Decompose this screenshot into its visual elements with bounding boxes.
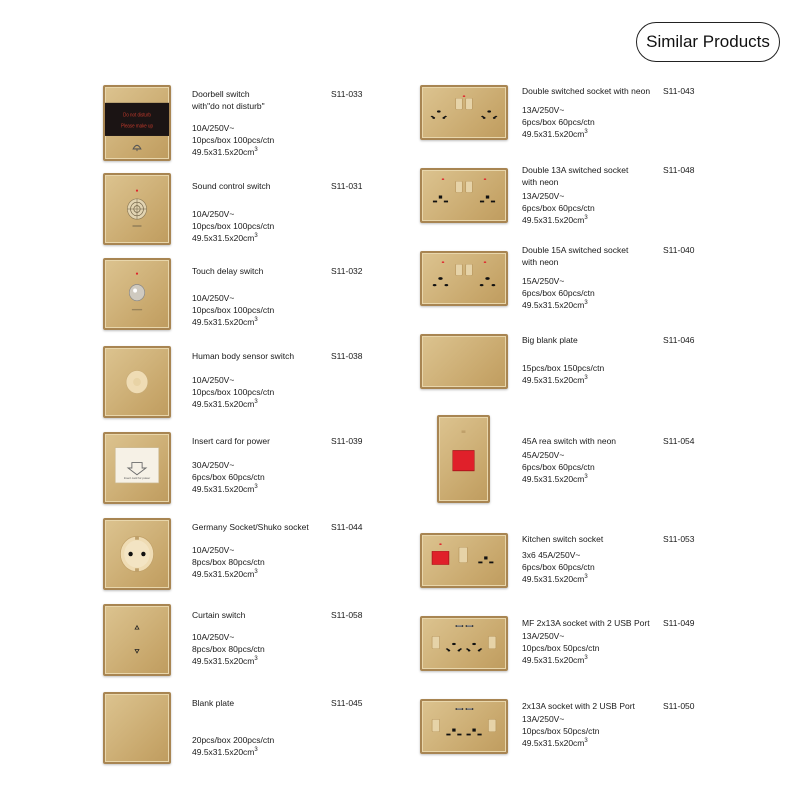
- spec-line: 13A/250V~: [522, 631, 565, 641]
- kitchen-switch-socket-icon: [420, 533, 508, 588]
- product-name: [522, 617, 650, 629]
- spec-line: 45A/250V~: [522, 450, 565, 460]
- product-name-line: with"do not disturb": [192, 101, 265, 111]
- spec-line: $49.5x31.5x20cm^3$: [522, 574, 588, 584]
- spec-line: 13A/250V~: [522, 105, 565, 115]
- product-name: [192, 265, 263, 277]
- cubic-superscript: 3: [254, 569, 258, 576]
- product-name: [192, 697, 234, 709]
- product-name-line: Kitchen switch socket: [522, 534, 604, 544]
- product-code: S11-039: [331, 436, 363, 446]
- spec-line: 10A/250V~: [192, 545, 235, 555]
- product-name-line: Touch delay switch: [192, 266, 264, 276]
- cubic-superscript: 3: [254, 317, 258, 324]
- product-specs: [522, 275, 595, 311]
- blank-plate-icon: [103, 692, 171, 764]
- product-code: S11-049: [663, 618, 695, 628]
- spec-line: 10A/250V~: [192, 209, 235, 219]
- double-15a-socket-icon: [420, 251, 508, 306]
- spec-line: 13A/250V~: [522, 191, 565, 201]
- product-name-line: Curtain switch: [192, 610, 246, 620]
- product-code: S11-044: [331, 522, 363, 532]
- spec-line: 30A/250V~: [192, 460, 235, 470]
- spec-line: 6pcs/box 60pcs/ctn: [522, 562, 595, 572]
- spec-line: 6pcs/box 60pcs/ctn: [522, 288, 595, 298]
- double-universal-socket-icon: [420, 85, 508, 140]
- 45a-switch-icon: [437, 415, 490, 503]
- product-code: S11-033: [331, 89, 363, 99]
- product-code: S11-043: [663, 86, 695, 96]
- product-specs: [192, 292, 274, 328]
- product-name-line: MF 2x13A socket with 2 USB Port: [522, 618, 650, 628]
- cubic-superscript: 3: [584, 738, 588, 745]
- spec-line: 15pcs/box 150pcs/ctn: [522, 363, 605, 373]
- product-name: [522, 244, 628, 268]
- product-name: [192, 350, 294, 362]
- spec-line: 8pcs/box 80pcs/ctn: [192, 644, 265, 654]
- spec-line: 10pcs/box 100pcs/ctn: [192, 221, 275, 231]
- spec-line: 10A/250V~: [192, 293, 235, 303]
- product-specs: [192, 544, 265, 580]
- product-name: [192, 521, 309, 533]
- product-name: [192, 435, 270, 447]
- spec-line: $49.5x31.5x20cm^3$: [522, 129, 588, 139]
- spec-line: 10pcs/box 100pcs/ctn: [192, 135, 275, 145]
- spec-line: 6pcs/box 60pcs/ctn: [522, 203, 595, 213]
- product-code: S11-048: [663, 165, 695, 175]
- product-code: S11-031: [331, 181, 363, 191]
- product-specs: [522, 190, 595, 226]
- spec-line: $49.5x31.5x20cm^3$: [192, 147, 258, 157]
- product-name: [192, 180, 270, 192]
- product-specs: [192, 122, 274, 158]
- product-specs: [522, 549, 595, 585]
- product-name-line: Double 13A switched socket: [522, 165, 629, 175]
- product-specs: [192, 208, 274, 244]
- product-name: [522, 435, 616, 447]
- touch-delay-switch-icon: [103, 258, 171, 330]
- sound-control-switch-icon: [103, 173, 171, 245]
- spec-line: $49.5x31.5x20cm^3$: [192, 656, 258, 666]
- spec-line: $49.5x31.5x20cm^3$: [192, 484, 258, 494]
- spec-line: 10pcs/box 100pcs/ctn: [192, 387, 275, 397]
- cubic-superscript: 3: [584, 215, 588, 222]
- product-code: S11-032: [331, 266, 363, 276]
- cubic-superscript: 3: [584, 375, 588, 382]
- cubic-superscript: 3: [254, 399, 258, 406]
- spec-line: 15A/250V~: [522, 276, 565, 286]
- product-code: S11-053: [663, 534, 695, 544]
- product-specs: [192, 734, 274, 758]
- product-code: S11-045: [331, 698, 363, 708]
- spec-line: $49.5x31.5x20cm^3$: [522, 215, 588, 225]
- product-name: [522, 334, 578, 346]
- double-13a-socket-icon: [420, 168, 508, 223]
- spec-line: $49.5x31.5x20cm^3$: [522, 375, 588, 385]
- spec-line: $49.5x31.5x20cm^3$: [522, 474, 588, 484]
- spec-line: 10A/250V~: [192, 375, 235, 385]
- spec-line: 6pcs/box 60pcs/ctn: [522, 462, 595, 472]
- product-specs: [522, 713, 600, 749]
- product-name-line: with neon: [522, 177, 559, 187]
- product-name-line: Sound control switch: [192, 181, 271, 191]
- spec-line: 3x6 45A/250V~: [522, 550, 581, 560]
- doorbell-switch-icon: [103, 85, 171, 161]
- product-specs: [522, 104, 595, 140]
- spec-line: 10A/250V~: [192, 123, 235, 133]
- spec-line: $49.5x31.5x20cm^3$: [522, 738, 588, 748]
- cubic-superscript: 3: [584, 474, 588, 481]
- product-name-line: Insert card for power: [192, 436, 270, 446]
- product-code: S11-038: [331, 351, 363, 361]
- cubic-superscript: 3: [584, 574, 588, 581]
- product-specs: [192, 631, 265, 667]
- cubic-superscript: 3: [254, 147, 258, 154]
- spec-line: $49.5x31.5x20cm^3$: [522, 655, 588, 665]
- product-code: S11-058: [331, 610, 363, 620]
- mf-usb-socket-icon: [420, 616, 508, 671]
- spec-line: $49.5x31.5x20cm^3$: [192, 747, 258, 757]
- svg-text:Please make up: Please make up: [120, 124, 154, 130]
- spec-line: 10A/250V~: [192, 632, 235, 642]
- product-name: [522, 85, 650, 97]
- product-name: [522, 533, 603, 545]
- spec-line: $49.5x31.5x20cm^3$: [522, 300, 588, 310]
- cubic-superscript: 3: [584, 655, 588, 662]
- product-name: [522, 164, 628, 188]
- cubic-superscript: 3: [254, 233, 258, 240]
- spec-line: 20pcs/box 200pcs/ctn: [192, 735, 275, 745]
- spec-line: 6pcs/box 60pcs/ctn: [522, 117, 595, 127]
- usb-socket-icon: [420, 699, 508, 754]
- product-name-line: Germany Socket/Shuko socket: [192, 522, 309, 532]
- spec-line: 8pcs/box 80pcs/ctn: [192, 557, 265, 567]
- cubic-superscript: 3: [254, 656, 258, 663]
- spec-line: 10pcs/box 50pcs/ctn: [522, 643, 600, 653]
- product-name-line: 45A rea switch with neon: [522, 436, 617, 446]
- product-specs: [522, 449, 595, 485]
- big-blank-plate-icon: [420, 334, 508, 389]
- product-name-line: Human body sensor switch: [192, 351, 295, 361]
- product-name-line: Double switched socket with neon: [522, 86, 651, 96]
- product-name: [522, 700, 635, 712]
- svg-text:Do not disturb: Do not disturb: [123, 113, 151, 119]
- product-name: [192, 88, 265, 112]
- spec-line: 10pcs/box 100pcs/ctn: [192, 305, 275, 315]
- product-code: S11-046: [663, 335, 695, 345]
- product-specs: [192, 374, 274, 410]
- curtain-switch-icon: [103, 604, 171, 676]
- spec-line: $49.5x31.5x20cm^3$: [192, 233, 258, 243]
- product-name-line: with neon: [522, 257, 559, 267]
- product-name: [192, 609, 245, 621]
- product-name-line: 2x13A socket with 2 USB Port: [522, 701, 635, 711]
- cubic-superscript: 3: [584, 129, 588, 136]
- spec-line: $49.5x31.5x20cm^3$: [192, 317, 258, 327]
- product-name-line: Blank plate: [192, 698, 235, 708]
- body-sensor-switch-icon: [103, 346, 171, 418]
- spec-line: 6pcs/box 60pcs/ctn: [192, 472, 265, 482]
- card-switch-icon: [103, 432, 171, 504]
- svg-text:Insert card for power: Insert card for power: [123, 475, 151, 480]
- similar-products-button[interactable]: Similar Products: [636, 22, 780, 62]
- product-name-line: Doorbell switch: [192, 89, 250, 99]
- product-name-line: Big blank plate: [522, 335, 578, 345]
- cubic-superscript: 3: [584, 300, 588, 307]
- spec-line: $49.5x31.5x20cm^3$: [192, 399, 258, 409]
- product-code: S11-054: [663, 436, 695, 446]
- schuko-socket-icon: [103, 518, 171, 590]
- spec-line: 10pcs/box 50pcs/ctn: [522, 726, 600, 736]
- product-specs: [522, 362, 604, 386]
- spec-line: 13A/250V~: [522, 714, 565, 724]
- product-code: S11-050: [663, 701, 695, 711]
- cubic-superscript: 3: [254, 747, 258, 754]
- spec-line: $49.5x31.5x20cm^3$: [192, 569, 258, 579]
- product-code: S11-040: [663, 245, 695, 255]
- product-specs: [522, 630, 600, 666]
- product-specs: [192, 459, 265, 495]
- product-name-line: Double 15A switched socket: [522, 245, 629, 255]
- cubic-superscript: 3: [254, 484, 258, 491]
